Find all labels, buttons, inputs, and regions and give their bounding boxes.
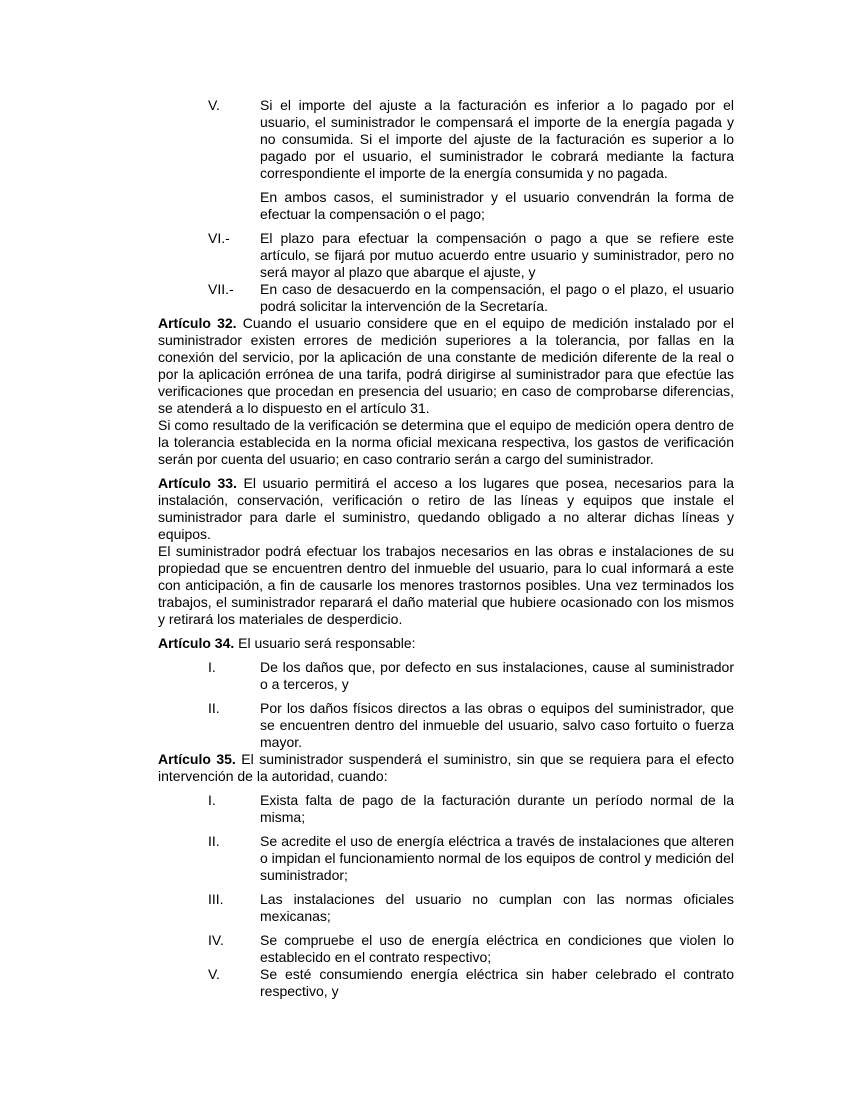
list-item-fraction-iv-art35 — [158, 932, 734, 966]
list-item-text: Por los daños físicos directos a las obras o equipos del suministrador, que se encuentren dentro del inmueble del usuario, salvo caso fortuito o fuerza mayor. — [260, 700, 734, 750]
list-item-text: De los daños que, por defecto en sus instalaciones, cause al suministrador o a terceros, y — [260, 659, 734, 692]
paragraph — [158, 417, 734, 468]
list-item-text: Si el importe del ajuste a la facturación es inferior a lo pagado por el usuario, el suministrador le compensará el importe de la energía pagada y no consumida. Si el importe del ajuste de la facturación es superior a lo pagado por el usuario, el suministrador le cobrará mediante la factura correspondiente el importe de la energía consumida y no pagada. — [260, 97, 734, 181]
paragraph-text: Si como resultado de la verificación se determina que el equipo de medición opera dentro de la tolerancia establecida en la norma oficial mexicana respectiva, los gastos de verificación serán por cuenta del usuario; en caso contrario serán a cargo del suministrador. — [158, 417, 734, 467]
paragraph-text: El suministrador podrá efectuar los trabajos necesarios en las obras e instalaciones de su propiedad que se encuentren dentro del inmueble del usuario, para lo cual informará a este con anticipación, a fin de causarle los menores trastornos posibles. Una vez terminados los trabajos, el suministrador reparará el daño material que hubiere ocasionado con los mismos y retirará los materiales de desperdicio. — [158, 543, 734, 627]
list-item-fraction-iii-art35 — [158, 891, 734, 925]
paragraph-articulo-32 — [158, 315, 734, 417]
list-number: I. — [208, 792, 216, 808]
list-item-fraction-v-art35 — [158, 966, 734, 1000]
list-number: V. — [208, 97, 220, 113]
list-number: II. — [208, 700, 220, 716]
paragraph-text: El usuario permitirá el acceso a los lugares que posea, necesarios para la instalación, conservación, verificación o retiro de las líneas y equipos que instale el suministrador para darle el suministro, quedando obligado a no alterar dichas líneas y equipos. — [158, 475, 734, 542]
list-item-text: Se acredite el uso de energía eléctrica a través de instalaciones que alteren o impidan el funcionamiento normal de los equipos de control y medición del suministrador; — [260, 833, 734, 883]
list-continuation-paragraph — [260, 189, 734, 223]
list-item-fraction-ii-art34 — [158, 700, 734, 751]
paragraph-articulo-34 — [158, 635, 734, 652]
list-item-fraction-ii-art35 — [158, 833, 734, 884]
list-number: VI.- — [208, 230, 230, 246]
list-number: I. — [208, 659, 216, 675]
list-item-text: En caso de desacuerdo en la compensación, el pago o el plazo, el usuario podrá solicitar la intervención de la Secretaría. — [260, 281, 734, 314]
list-item-fraction-vii — [158, 281, 734, 315]
list-item-text: Las instalaciones del usuario no cumplan con las normas oficiales mexicanas; — [260, 891, 734, 924]
list-number: IV. — [208, 932, 224, 948]
list-item-fraction-i-art34 — [158, 659, 734, 693]
list-item-fraction-i-art35 — [158, 792, 734, 826]
paragraph-articulo-35 — [158, 751, 734, 785]
paragraph-text: En ambos casos, el suministrador y el usuario convendrán la forma de efectuar la compensación o el pago; — [260, 189, 734, 222]
list-item-fraction-vi — [158, 230, 734, 281]
list-item-text: El plazo para efectuar la compensación o pago a que se refiere este artículo, se fijará por mutuo acuerdo entre usuario y suministrador, pero no será mayor al plazo que abarque el ajuste, y — [260, 230, 734, 280]
list-item-text: Exista falta de pago de la facturación durante un período normal de la misma; — [260, 792, 734, 825]
article-label: Artículo 34. — [158, 635, 235, 651]
list-number: VII.- — [208, 281, 234, 297]
document-text-body — [158, 97, 734, 1000]
list-number: V. — [208, 966, 220, 982]
list-number: II. — [208, 833, 220, 849]
list-item-text: Se compruebe el uso de energía eléctrica en condiciones que violen lo establecido en el contrato respectivo; — [260, 932, 734, 965]
paragraph-text: El usuario será responsable: — [238, 635, 416, 651]
article-label: Artículo 35. — [158, 751, 236, 767]
list-item-text: Se esté consumiendo energía eléctrica sin haber celebrado el contrato respectivo, y — [260, 966, 734, 999]
list-number: III. — [208, 891, 224, 907]
paragraph-text: Cuando el usuario considere que en el equipo de medición instalado por el suministrador existen errores de medición superiores a la tolerancia, por fallas en la conexión del servicio, por la aplicación de una constante de medición diferente de la real o por la aplicación errónea de una tarifa, podrá dirigirse al suministrador para que efectúe las verificaciones que procedan en presencia del usuario; en caso de comprobarse diferencias, se atenderá a lo dispuesto en el artículo 31. — [158, 315, 735, 416]
paragraph — [158, 543, 734, 628]
article-label: Artículo 33. — [158, 475, 237, 491]
list-item-fraction-v — [158, 97, 734, 182]
article-label: Artículo 32. — [158, 315, 237, 331]
paragraph-articulo-33 — [158, 475, 734, 543]
paragraph-text: El suministrador suspenderá el suministro, sin que se requiera para el efecto intervención de la autoridad, cuando: — [158, 751, 735, 784]
